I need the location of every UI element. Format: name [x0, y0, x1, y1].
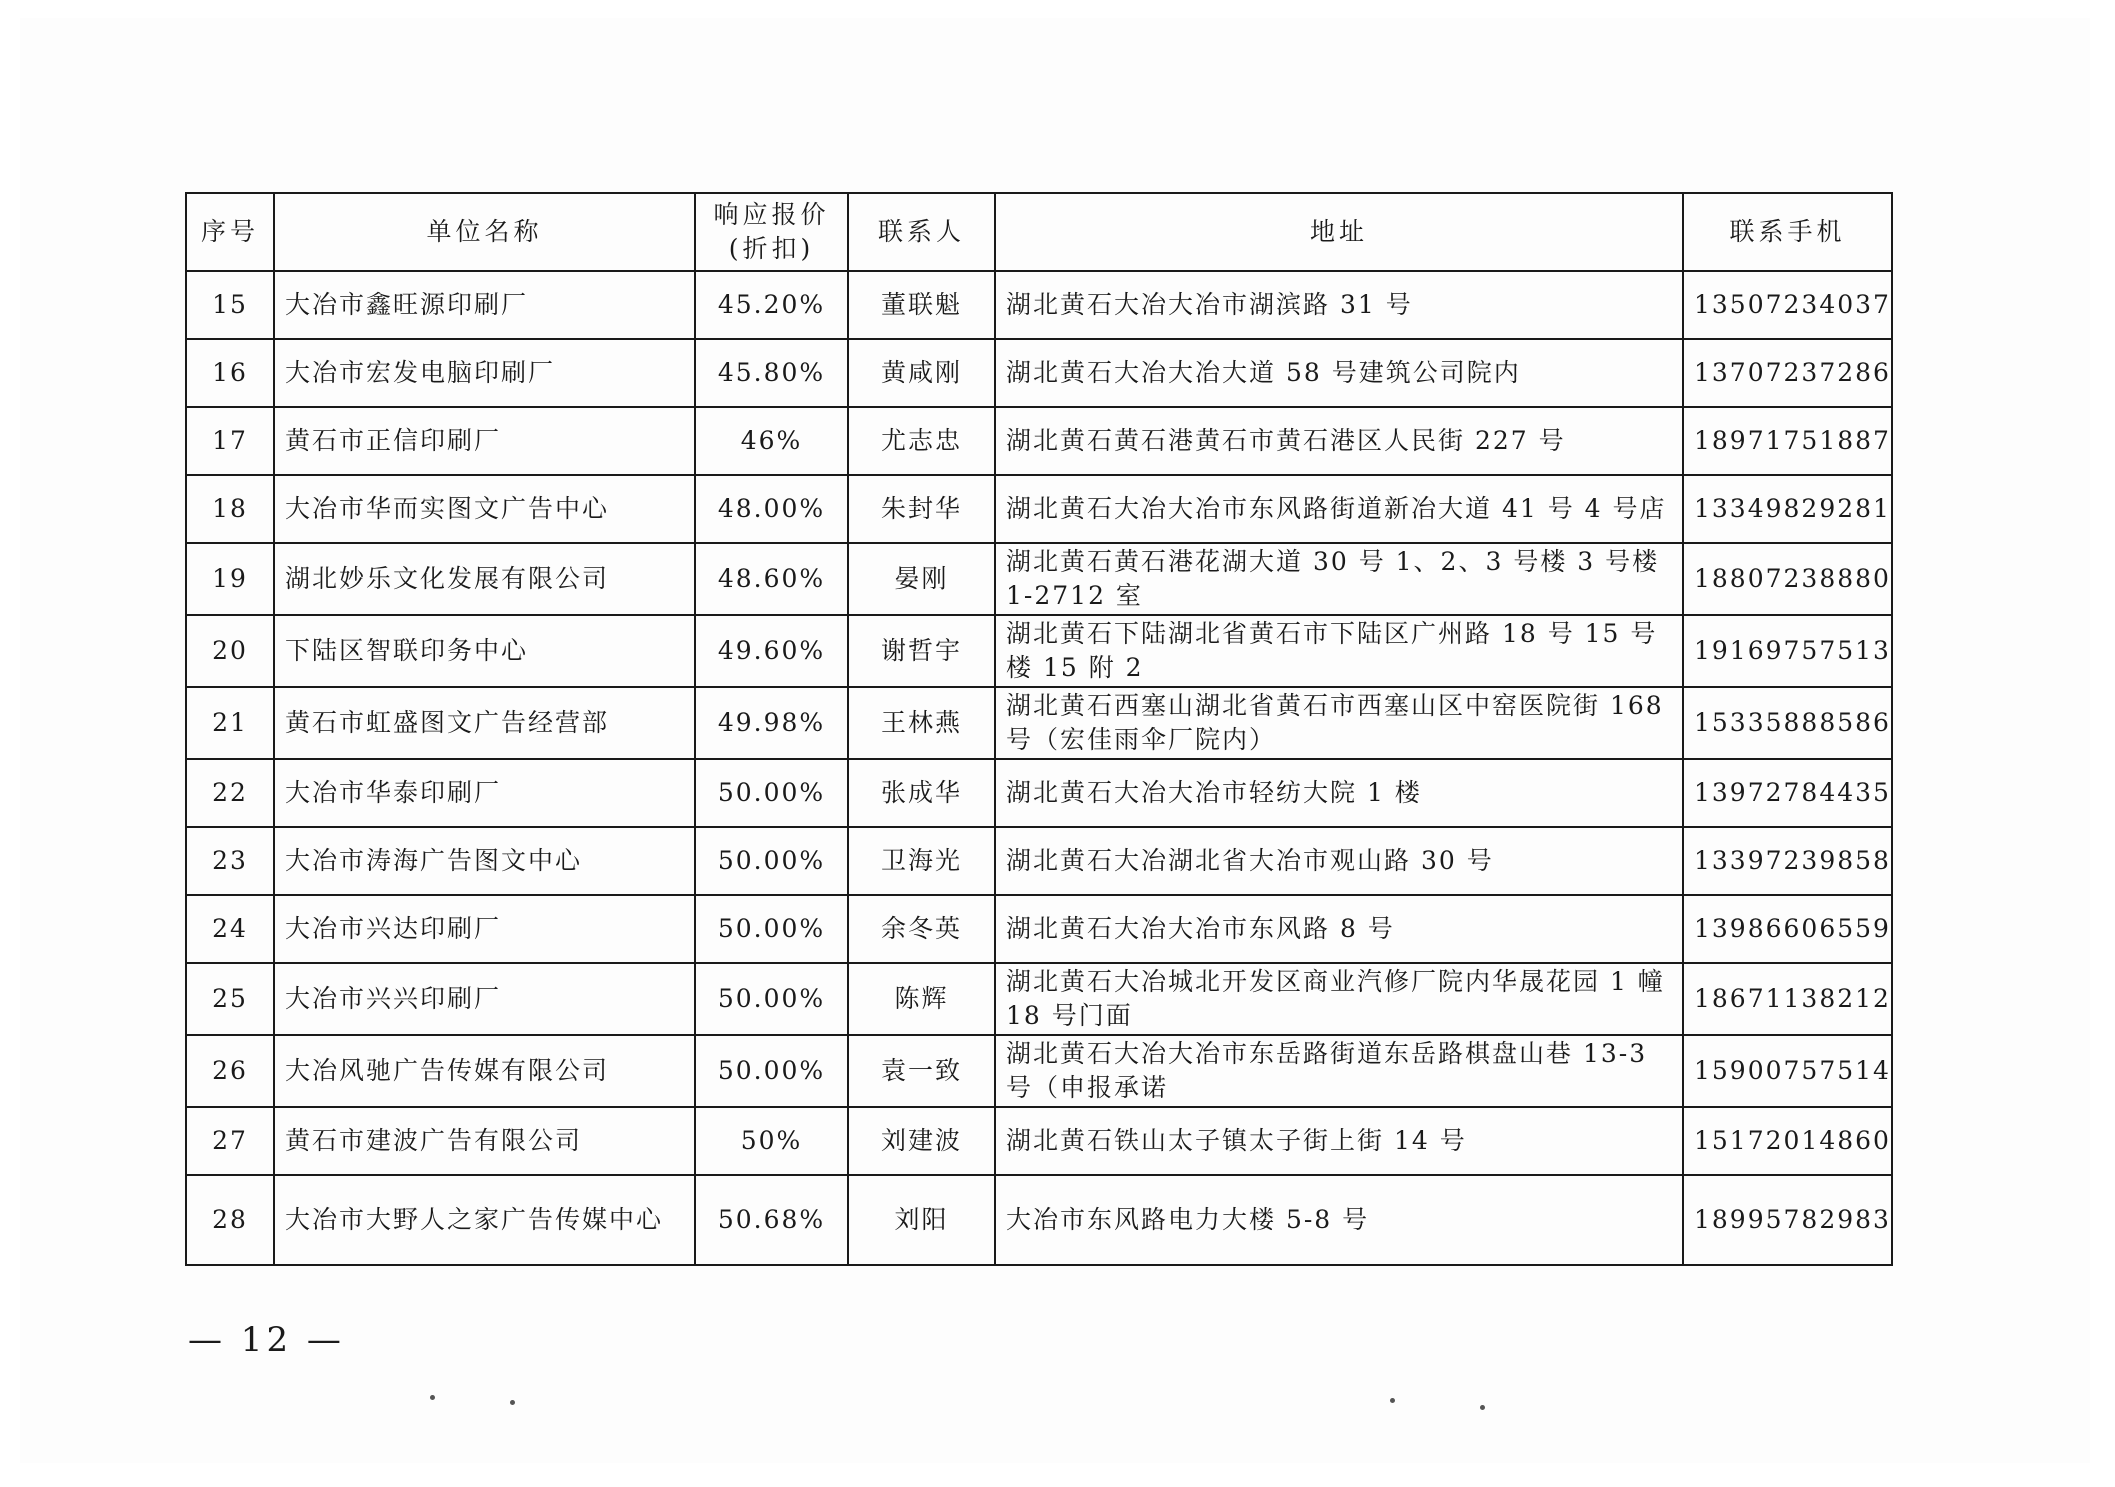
cell-phone: 13507234037 — [1683, 271, 1892, 339]
cell-phone: 18807238880 — [1683, 543, 1892, 615]
cell-name: 大冶市鑫旺源印刷厂 — [274, 271, 695, 339]
cell-no: 21 — [186, 687, 274, 759]
cell-name: 大冶市宏发电脑印刷厂 — [274, 339, 695, 407]
cell-contact: 刘阳 — [848, 1175, 995, 1265]
cell-contact: 张成华 — [848, 759, 995, 827]
cell-price: 50.00% — [695, 963, 848, 1035]
cell-address: 湖北黄石西塞山湖北省黄石市西塞山区中窑医院街 168 号（宏佳雨伞厂院内） — [995, 687, 1683, 759]
cell-name: 大冶市华泰印刷厂 — [274, 759, 695, 827]
cell-no: 22 — [186, 759, 274, 827]
cell-name: 黄石市正信印刷厂 — [274, 407, 695, 475]
table-row — [186, 759, 1892, 827]
table-row — [186, 271, 1892, 339]
cell-no: 20 — [186, 615, 274, 687]
cell-price: 46% — [695, 407, 848, 475]
cell-price: 45.20% — [695, 271, 848, 339]
table-row — [186, 1175, 1892, 1265]
cell-price: 45.80% — [695, 339, 848, 407]
cell-name: 大冶市兴达印刷厂 — [274, 895, 695, 963]
cell-phone: 13707237286 — [1683, 339, 1892, 407]
scan-speck — [1480, 1405, 1485, 1410]
cell-price: 50.00% — [695, 1035, 848, 1107]
cell-no: 19 — [186, 543, 274, 615]
header-name: 单位名称 — [274, 193, 695, 271]
cell-contact: 袁一致 — [848, 1035, 995, 1107]
cell-name: 黄石市建波广告有限公司 — [274, 1107, 695, 1175]
table-row — [186, 687, 1892, 759]
cell-contact: 朱封华 — [848, 475, 995, 543]
table-row — [186, 339, 1892, 407]
cell-phone: 13349829281 — [1683, 475, 1892, 543]
table-header-row — [186, 193, 1892, 271]
cell-name: 大冶风驰广告传媒有限公司 — [274, 1035, 695, 1107]
cell-price: 48.60% — [695, 543, 848, 615]
cell-address: 湖北黄石大冶大冶大道 58 号建筑公司院内 — [995, 339, 1683, 407]
cell-price: 49.60% — [695, 615, 848, 687]
bidder-table — [185, 192, 1893, 1266]
table-row — [186, 543, 1892, 615]
cell-address: 湖北黄石黄石港花湖大道 30 号 1、2、3 号楼 3 号楼 1-2712 室 — [995, 543, 1683, 615]
cell-address: 湖北黄石大冶大冶市轻纺大院 1 楼 — [995, 759, 1683, 827]
cell-name: 大冶市涛海广告图文中心 — [274, 827, 695, 895]
cell-name: 下陆区智联印务中心 — [274, 615, 695, 687]
cell-no: 28 — [186, 1175, 274, 1265]
cell-phone: 18995782983 — [1683, 1175, 1892, 1265]
cell-name: 大冶市兴兴印刷厂 — [274, 963, 695, 1035]
cell-contact: 黄咸刚 — [848, 339, 995, 407]
cell-address: 湖北黄石大冶城北开发区商业汽修厂院内华晟花园 1 幢 18 号门面 — [995, 963, 1683, 1035]
header-price-line1: 响应报价 — [713, 200, 830, 229]
cell-contact: 陈辉 — [848, 963, 995, 1035]
table-row — [186, 895, 1892, 963]
scan-speck — [510, 1400, 515, 1405]
cell-address: 湖北黄石下陆湖北省黄石市下陆区广州路 18 号 15 号楼 15 附 2 — [995, 615, 1683, 687]
cell-no: 26 — [186, 1035, 274, 1107]
cell-price: 50.00% — [695, 759, 848, 827]
cell-address: 湖北黄石铁山太子镇太子街上街 14 号 — [995, 1107, 1683, 1175]
cell-no: 17 — [186, 407, 274, 475]
scan-speck — [1390, 1398, 1395, 1403]
cell-phone: 15172014860 — [1683, 1107, 1892, 1175]
cell-price: 48.00% — [695, 475, 848, 543]
header-phone: 联系手机 — [1683, 193, 1892, 271]
cell-no: 24 — [186, 895, 274, 963]
cell-address: 湖北黄石大冶湖北省大冶市观山路 30 号 — [995, 827, 1683, 895]
cell-address: 湖北黄石黄石港黄石市黄石港区人民街 227 号 — [995, 407, 1683, 475]
cell-contact: 余冬英 — [848, 895, 995, 963]
cell-phone: 15335888586 — [1683, 687, 1892, 759]
cell-price: 50.00% — [695, 827, 848, 895]
header-price — [695, 193, 848, 271]
cell-phone: 18671138212 — [1683, 963, 1892, 1035]
cell-contact: 尤志忠 — [848, 407, 995, 475]
cell-price: 50.68% — [695, 1175, 848, 1265]
cell-phone: 13972784435 — [1683, 759, 1892, 827]
table-row — [186, 963, 1892, 1035]
header-contact: 联系人 — [848, 193, 995, 271]
table-row — [186, 827, 1892, 895]
cell-price: 50% — [695, 1107, 848, 1175]
header-price-line2: (折扣) — [728, 234, 815, 263]
cell-phone: 19169757513 — [1683, 615, 1892, 687]
cell-contact: 刘建波 — [848, 1107, 995, 1175]
table-row — [186, 615, 1892, 687]
cell-phone: 15900757514 — [1683, 1035, 1892, 1107]
cell-no: 18 — [186, 475, 274, 543]
cell-phone: 13986606559 — [1683, 895, 1892, 963]
cell-phone: 13397239858 — [1683, 827, 1892, 895]
cell-contact: 晏刚 — [848, 543, 995, 615]
table-row — [186, 407, 1892, 475]
cell-address: 湖北黄石大冶大冶市湖滨路 31 号 — [995, 271, 1683, 339]
cell-price: 49.98% — [695, 687, 848, 759]
cell-address: 大冶市东风路电力大楼 5-8 号 — [995, 1175, 1683, 1265]
cell-contact: 董联魁 — [848, 271, 995, 339]
cell-no: 23 — [186, 827, 274, 895]
cell-no: 27 — [186, 1107, 274, 1175]
cell-contact: 谢哲宇 — [848, 615, 995, 687]
cell-contact: 卫海光 — [848, 827, 995, 895]
header-address: 地址 — [995, 193, 1683, 271]
cell-name: 黄石市虹盛图文广告经营部 — [274, 687, 695, 759]
cell-no: 15 — [186, 271, 274, 339]
cell-phone: 18971751887 — [1683, 407, 1892, 475]
cell-address: 湖北黄石大冶大冶市东岳路街道东岳路棋盘山巷 13-3 号（申报承诺 — [995, 1035, 1683, 1107]
page-number: — 12 — — [188, 1320, 345, 1360]
cell-address: 湖北黄石大冶大冶市东风路 8 号 — [995, 895, 1683, 963]
cell-name: 大冶市大野人之家广告传媒中心 — [274, 1175, 695, 1265]
header-no: 序号 — [186, 193, 274, 271]
scan-speck — [430, 1395, 435, 1400]
cell-contact: 王林燕 — [848, 687, 995, 759]
cell-address: 湖北黄石大冶大冶市东风路街道新冶大道 41 号 4 号店 — [995, 475, 1683, 543]
cell-name: 大冶市华而实图文广告中心 — [274, 475, 695, 543]
table-row — [186, 475, 1892, 543]
table-row — [186, 1107, 1892, 1175]
cell-price: 50.00% — [695, 895, 848, 963]
table-row — [186, 1035, 1892, 1107]
cell-no: 25 — [186, 963, 274, 1035]
cell-no: 16 — [186, 339, 274, 407]
cell-name: 湖北妙乐文化发展有限公司 — [274, 543, 695, 615]
